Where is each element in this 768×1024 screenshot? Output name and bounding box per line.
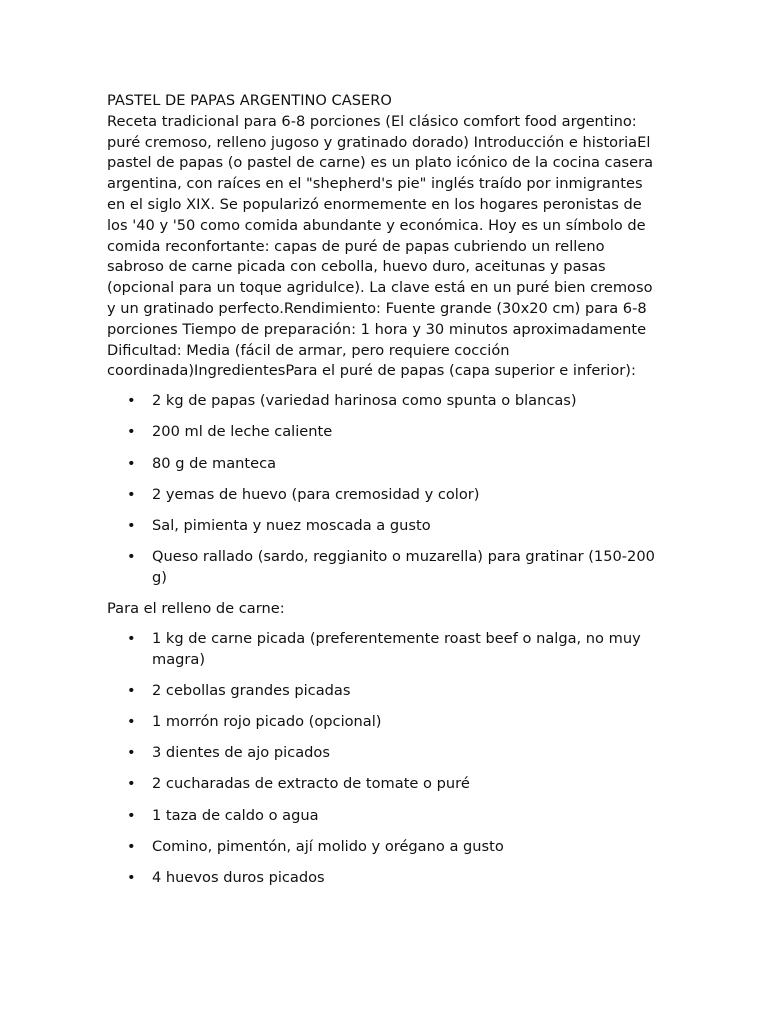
list-item: • 3 dientes de ajo picados	[107, 743, 663, 764]
list-item: • 4 huevos duros picados	[107, 868, 663, 889]
list-item: • Queso rallado (sardo, reggianito o muzarella) para gratinar (150-200 g)	[107, 547, 663, 589]
list-item: • 2 cebollas grandes picadas	[107, 681, 663, 702]
list-item: • Sal, pimienta y nuez moscada a gusto	[107, 516, 663, 537]
list-item: • 2 yemas de huevo (para cremosidad y color)	[107, 485, 663, 506]
intro-paragraph: Receta tradicional para 6-8 porciones (El clásico comfort food argentino: puré cremoso, relleno jugoso y gratinado dorado) Introducción e historiaEl pastel de papas (o pastel de carne) es un plato icónico de la cocina casera argentina, con raíces en el "shepherd's pie" inglés traído por inmigrantes en el siglo XIX. Se popularizó enormemente en los hogares peronistas de los '40 y '50 como comida abundante y económica. Hoy es un símbolo de comida reconfortante: capas de puré de papas cubriendo un relleno sabroso de carne picada con cebolla, huevo duro, aceitunas y pasas (opcional para un toque agridulce). La clave está en un puré bien cremoso y un gratinado perfecto.Rendimiento: Fuente grande (30x20 cm) para 6-8 porciones Tiempo de preparación: 1 hora y 30 minutos aproximadamente Dificultad: Media (fácil de armar, pero requiere cocción coordinada)IngredientesPara el puré de papas (capa superior e inferior):	[107, 112, 654, 380]
list-item: • 1 taza de caldo o agua	[107, 806, 663, 827]
list-item: • 2 kg de papas (variedad harinosa como spunta o blancas)	[107, 391, 663, 412]
list-item: • 1 morrón rojo picado (opcional)	[107, 712, 663, 733]
pure-ingredients-list	[107, 391, 663, 589]
relleno-ingredients-list	[107, 629, 663, 889]
list-item: • 2 cucharadas de extracto de tomate o puré	[107, 774, 663, 795]
list-item: • 1 kg de carne picada (preferentemente roast beef o nalga, no muy magra)	[107, 629, 663, 671]
list-item: • 80 g de manteca	[107, 454, 663, 475]
list-item: • 200 ml de leche caliente	[107, 422, 663, 443]
document-page	[107, 91, 663, 899]
list-item: • Comino, pimentón, ají molido y orégano a gusto	[107, 837, 663, 858]
document-title: PASTEL DE PAPAS ARGENTINO CASERO	[107, 92, 392, 109]
relleno-heading: Para el relleno de carne:	[107, 600, 285, 618]
